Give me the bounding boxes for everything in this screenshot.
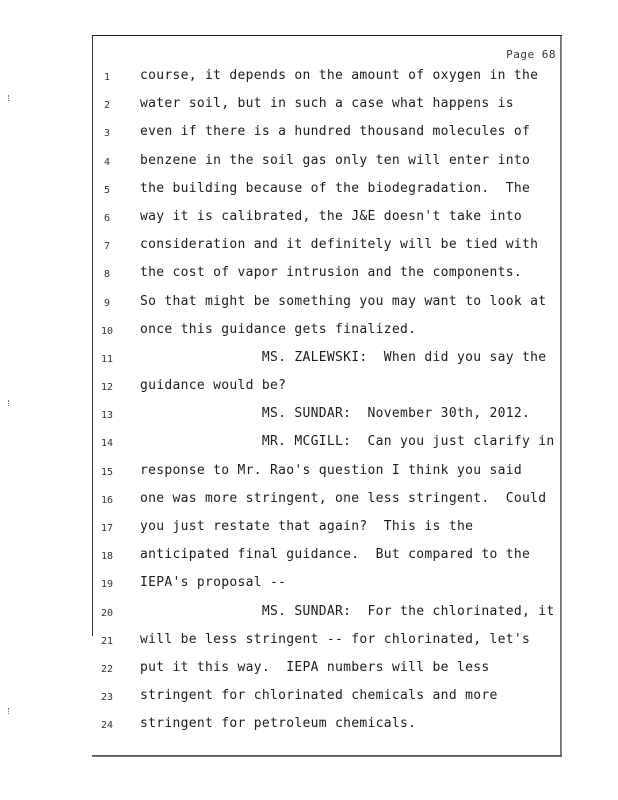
line-number: 7 (103, 241, 111, 253)
bottom-rule (92, 755, 562, 757)
transcript-line (0, 320, 618, 348)
line-number: 11 (100, 353, 114, 365)
line-number: 1 (103, 72, 111, 83)
line-text: put it this way. IEPA numbers will be less (140, 659, 490, 675)
transcript-line (0, 179, 618, 207)
line-number: 18 (100, 551, 114, 563)
line-number: 23 (100, 692, 114, 704)
line-text: one was more stringent, one less stringent. Could (140, 490, 547, 506)
line-number: 24 (100, 720, 114, 732)
transcript-line (0, 263, 618, 291)
line-text: stringent for chlorinated chemicals and more (140, 688, 498, 704)
line-text: water soil, but in such a case what happens is (140, 96, 514, 112)
line-text: consideration and it definitely will be tied with (140, 237, 539, 253)
line-number: 9 (103, 297, 111, 309)
line-text: the building because of the biodegradation. The (140, 180, 531, 196)
line-number: 3 (103, 128, 111, 140)
transcript-line (0, 489, 618, 517)
transcript-line (0, 432, 618, 460)
transcript-line (0, 207, 618, 235)
line-text: IEPA's proposal -- (140, 575, 287, 591)
transcript-line (0, 235, 618, 263)
line-number: 2 (103, 100, 111, 112)
line-number: 22 (100, 663, 114, 675)
line-number: 17 (100, 523, 114, 534)
page-number: Page 68 (506, 48, 556, 61)
transcript-line (0, 348, 618, 376)
line-text: way it is calibrated, the J&E doesn't take into (140, 208, 522, 224)
line-number: 15 (100, 466, 114, 478)
transcript-line (0, 714, 618, 742)
transcript-line (0, 94, 618, 122)
line-text: course, it depends on the amount of oxygen in the (140, 68, 539, 83)
transcript-line (0, 658, 618, 686)
transcript-line (0, 151, 618, 179)
line-text: So that might be something you may want to look at (140, 293, 547, 309)
line-text: benzene in the soil gas only ten will enter into (140, 152, 531, 168)
transcript-line (0, 122, 618, 150)
line-text: MS. SUNDAR: For the chlorinated, it (140, 603, 555, 619)
line-text: once this guidance gets finalized. (140, 321, 417, 337)
line-number: 13 (100, 410, 114, 422)
line-text: MR. MCGILL: Can you just clarify in (140, 434, 555, 450)
transcript-line (0, 404, 618, 432)
line-number: 10 (100, 325, 114, 337)
line-text: will be less stringent -- for chlorinated, let's (140, 631, 531, 647)
transcript-lines (0, 66, 618, 743)
line-text: stringent for petroleum chemicals. (140, 716, 417, 732)
line-number: 5 (103, 184, 111, 196)
line-number: 12 (100, 382, 114, 394)
transcript-line (0, 517, 618, 545)
line-text: MS. SUNDAR: November 30th, 2012. (140, 406, 531, 422)
line-number: 6 (103, 212, 111, 224)
line-number: 20 (100, 607, 114, 619)
line-text: even if there is a hundred thousand molecules of (140, 124, 531, 140)
transcript-line (0, 686, 618, 714)
transcript-line (0, 630, 618, 658)
line-text: anticipated final guidance. But compared to the (140, 547, 531, 563)
transcript-line (0, 66, 618, 94)
line-text: MS. ZALEWSKI: When did you say the (140, 349, 547, 365)
line-text: guidance would be? (140, 378, 287, 394)
transcript-line (0, 292, 618, 320)
line-number: 21 (100, 635, 114, 647)
line-number: 14 (100, 438, 114, 450)
transcript-line (0, 602, 618, 630)
line-text: you just restate that again? This is the (140, 519, 474, 534)
line-number: 16 (100, 494, 114, 506)
top-rule (92, 35, 562, 36)
line-text: the cost of vapor intrusion and the components. (140, 265, 522, 281)
transcript-line (0, 573, 618, 601)
transcript-line (0, 461, 618, 489)
transcript-line (0, 545, 618, 573)
transcript-line (0, 376, 618, 404)
line-number: 8 (103, 269, 111, 281)
line-text: response to Mr. Rao's question I think you said (140, 462, 522, 478)
line-number: 4 (103, 156, 111, 168)
line-number: 19 (100, 579, 114, 591)
